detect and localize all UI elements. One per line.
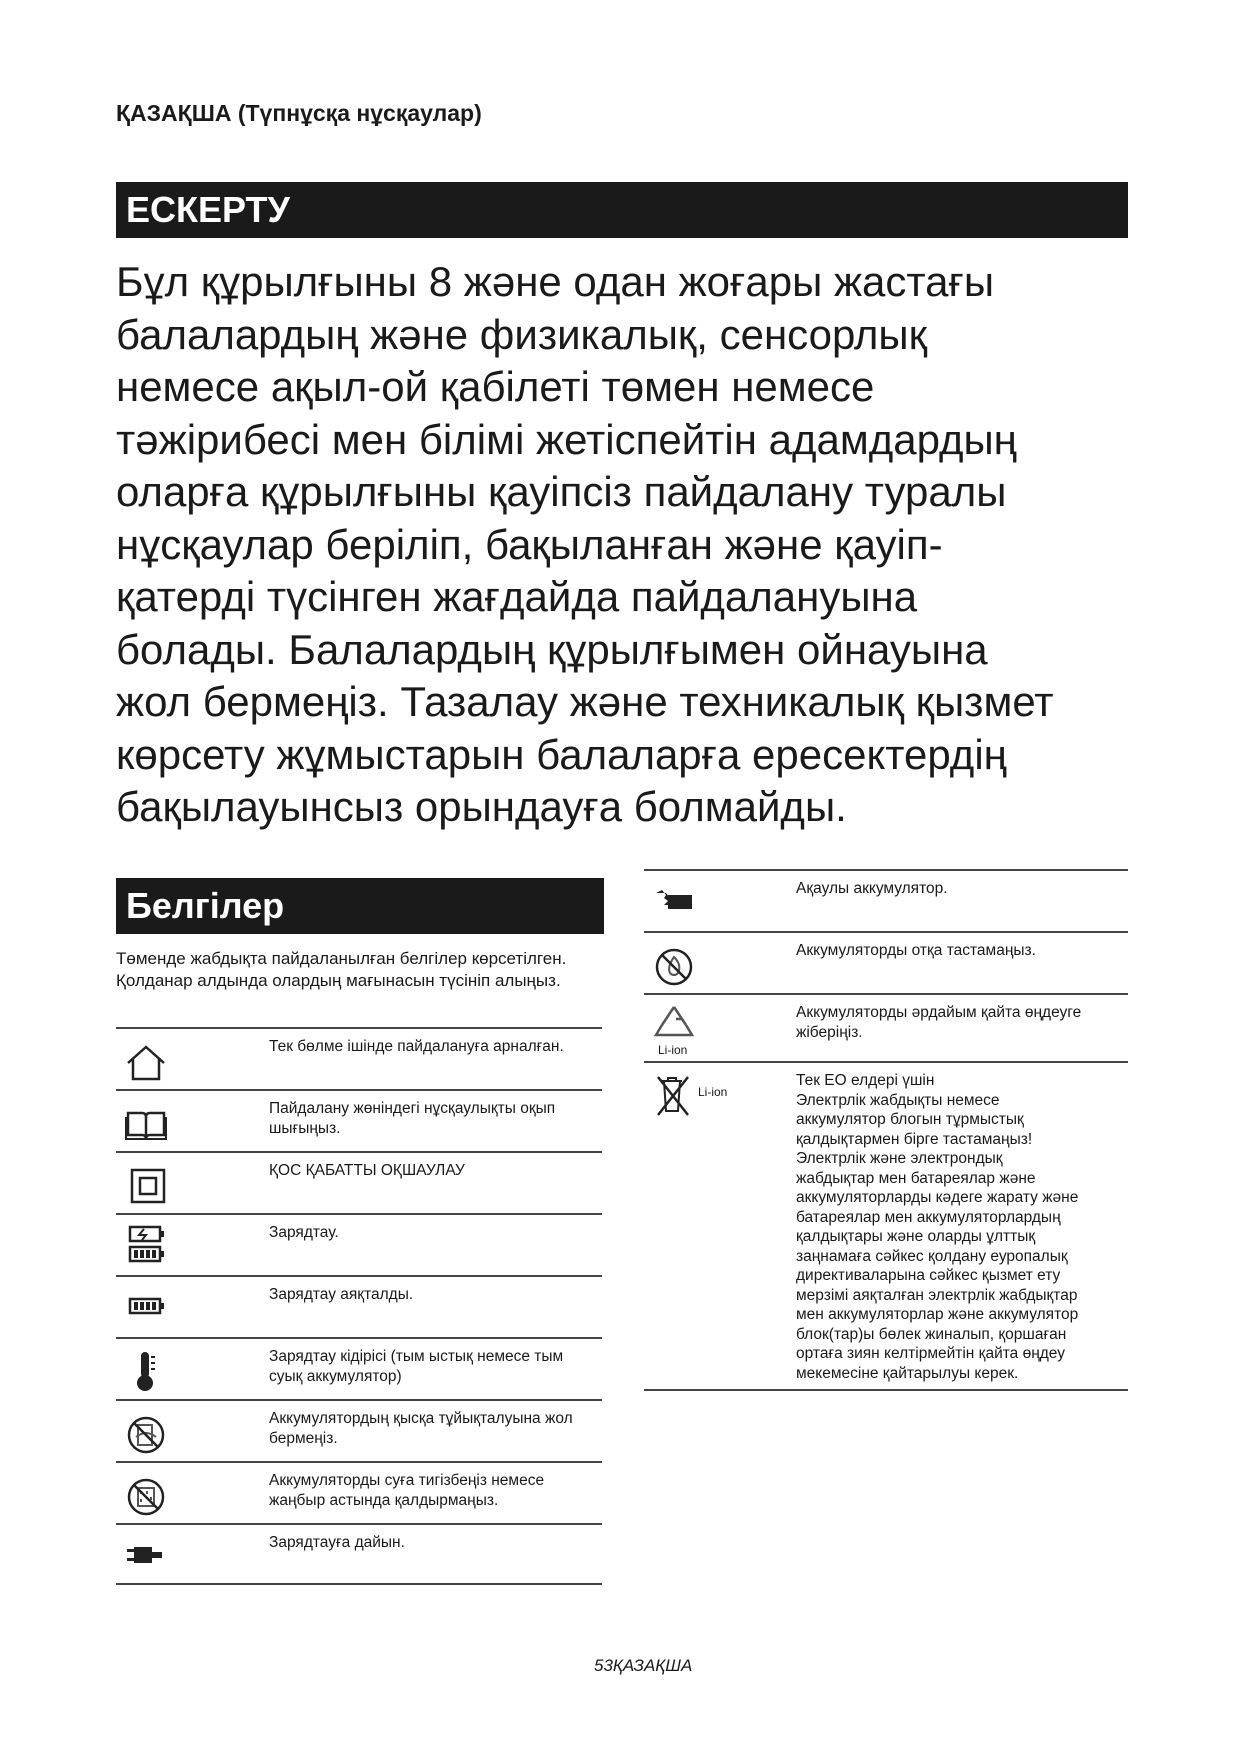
symbol-text: Аккумуляторды әрдайым қайта өңдеуге жіберіңіз. <box>796 1004 1082 1041</box>
symbol-row <box>116 1151 602 1213</box>
symbols-table-left <box>116 1027 602 1585</box>
symbol-row <box>116 1089 602 1151</box>
weee-line: Электрлік және электрондық <box>796 1150 1003 1167</box>
crossed-bin-icon <box>652 1073 696 1113</box>
symbol-row <box>116 1461 602 1523</box>
symbol-text: Зарядтау кідірісі (тым ыстық немесе тым суық аккумулятор) <box>269 1348 564 1385</box>
warning-line: Бұл құрылғыны 8 және одан жоғары жастағы <box>116 258 995 305</box>
page-footer: 53ҚАЗАҚША <box>594 1656 693 1675</box>
thermometer-icon <box>124 1349 168 1389</box>
symbol-text: Ақаулы аккумулятор. <box>796 880 948 897</box>
symbol-row <box>116 1275 602 1337</box>
no-short-circuit-icon <box>124 1415 168 1455</box>
weee-line: мерзімі аяқталған электрлік жабдықтар <box>796 1286 1078 1304</box>
symbol-row <box>644 931 1128 993</box>
recycle-icon <box>652 1003 696 1043</box>
no-fire-icon <box>652 947 696 987</box>
no-water-icon <box>124 1477 168 1517</box>
language-title: ҚАЗАҚША (Түпнұсқа нұсқаулар) <box>116 100 482 126</box>
symbol-text <box>796 1071 1126 1383</box>
symbol-text: Зарядтау. <box>269 1224 339 1241</box>
symbol-text: ҚОС ҚАБАТТЫ ОҚШАУЛАУ <box>269 1162 465 1179</box>
symbol-row <box>116 1027 602 1089</box>
weee-line: қалдықтармен бірге тастамаңыз! <box>796 1130 1033 1148</box>
symbol-row <box>644 869 1128 931</box>
symbols-heading: Белгілер <box>116 878 604 934</box>
plug-icon <box>124 1543 168 1583</box>
symbol-text: Зарядтауға дайын. <box>269 1534 405 1551</box>
weee-line: Тек ЕО елдері үшін <box>796 1072 935 1089</box>
symbol-text: Тек бөлме ішінде пайдалануға арналған. <box>269 1038 564 1055</box>
symbols-table-right <box>644 869 1128 1391</box>
warning-line: бақылауынсыз орындауға болмайды. <box>116 783 847 830</box>
charging-icon <box>124 1223 168 1263</box>
warning-line: оларға құрылғыны қауіпсіз пайдалану туралы <box>116 468 1007 515</box>
faulty-battery-icon <box>652 887 696 927</box>
weee-line: Электрлік жабдықты немесе <box>796 1091 1000 1109</box>
symbol-text: Аккумуляторды отқа тастамаңыз. <box>796 942 1036 959</box>
weee-line: батареялар мен аккумуляторлардың <box>796 1208 1061 1226</box>
symbol-text: Аккумулятордың қысқа тұйықталуына жол бермеңіз. <box>269 1410 573 1447</box>
symbol-row <box>644 993 1128 1061</box>
symbol-row <box>116 1399 602 1461</box>
full-battery-icon <box>124 1295 168 1335</box>
weee-line: ортаға зиян келтірмейтін қайта өңдеу <box>796 1345 1065 1362</box>
symbol-row <box>116 1213 602 1275</box>
symbol-row <box>644 1061 1128 1391</box>
symbol-row <box>116 1337 602 1399</box>
weee-line: аккумулятор блогын тұрмыстық <box>796 1111 1024 1128</box>
symbol-text: Аккумуляторды суға тигізбеңіз немесе жаңбыр астында қалдырмаңыз. <box>269 1472 545 1509</box>
weee-line: жабдықтар мен батареялар және <box>796 1169 1036 1187</box>
symbol-text: Пайдалану жөніндегі нұсқаулықты оқып шығыңыз. <box>269 1100 556 1137</box>
warning-line: нұсқаулар беріліп, бақыланған және қауіп- <box>116 520 943 568</box>
weee-line: қалдықтары және оларды ұлттық <box>796 1228 1036 1245</box>
warning-line: қатерді түсінген жағдайда пайдалануына <box>116 573 918 620</box>
warning-line: жол бермеңіз. Тазалау және техникалық қызмет <box>116 678 1054 725</box>
book-icon <box>124 1105 168 1145</box>
symbol-row <box>116 1523 602 1585</box>
li-ion-label: Li-ion <box>658 1043 688 1057</box>
warning-line: болады. Балалардың құрылғымен ойнауына <box>116 625 988 673</box>
warning-line: немесе ақыл-ой қабілеті төмен немесе <box>116 363 875 410</box>
warning-heading: ЕСКЕРТУ <box>116 182 1128 238</box>
symbols-intro: Төменде жабдықта пайдаланылған белгілер көрсетілген. Қолданар алдында олардың мағынасын түсініп алыңыз. <box>116 949 567 990</box>
weee-line: аккумуляторларды кәдеге жарату және <box>796 1189 1079 1206</box>
weee-line: блок(тар)ы бөлек жиналып, қоршаған <box>796 1325 1067 1343</box>
double-insulation-icon <box>124 1167 168 1207</box>
house-icon <box>124 1043 168 1083</box>
weee-line: директиваларына сәйкес қызмет ету <box>796 1267 1061 1284</box>
weee-line: мен аккумуляторлар және аккумулятор <box>796 1306 1079 1323</box>
warning-text <box>116 256 1146 834</box>
warning-line: балалардың және физикалық, сенсорлық <box>116 310 927 358</box>
warning-line: көрсету жұмыстарын балаларға ересектердің <box>116 730 1007 778</box>
li-ion-label: Li-ion <box>698 1085 728 1099</box>
symbol-text: Зарядтау аяқталды. <box>269 1286 414 1303</box>
weee-line: заңнамаға сәйкес қолдану еуропалық <box>796 1247 1068 1265</box>
weee-line: мекемесіне қайтарылуы керек. <box>796 1364 1019 1382</box>
warning-line: тәжірибесі мен білімі жетіспейтін адамдардың <box>116 415 1017 463</box>
